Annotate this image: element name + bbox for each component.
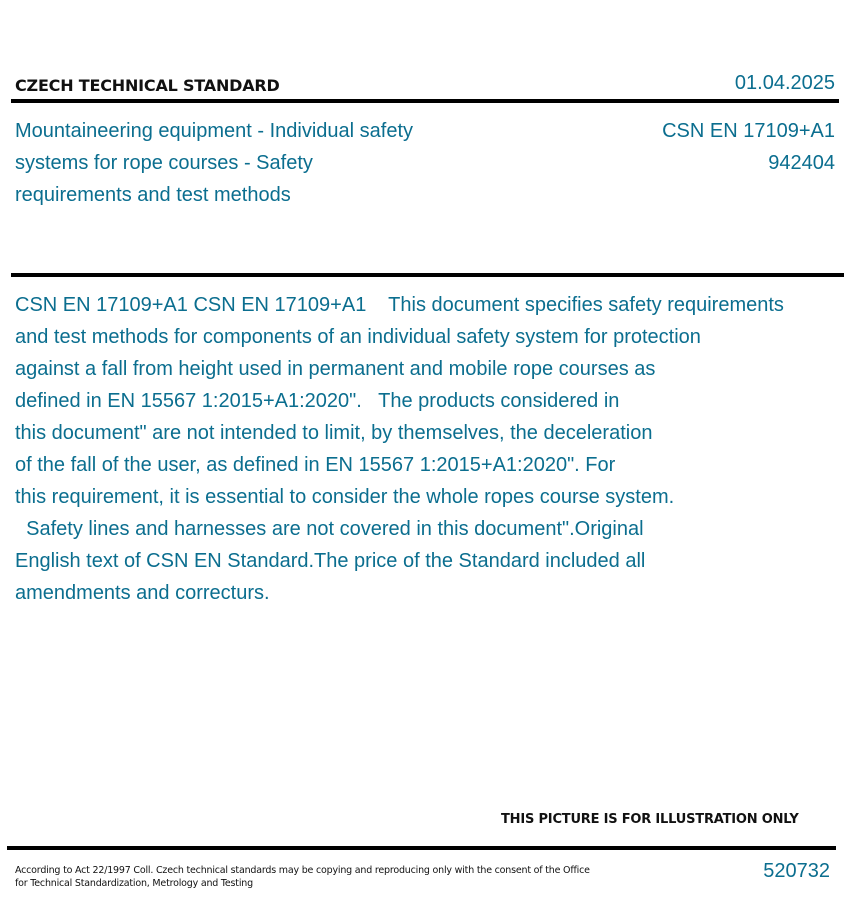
section-divider — [11, 273, 844, 277]
legal-notice — [15, 864, 615, 890]
legal-notice-line: According to Act 22/1997 Coll. Czech technical standards may be copying and reproducing only with the consent of the Office — [15, 865, 590, 876]
footer-divider — [7, 846, 836, 850]
abstract-text: CSN EN 17109+A1 CSN EN 17109+A1 This document specifies safety requirements and test methods for components of an individual safety system for protection against a fall from height used in permanent and mobile rope courses as defined in EN 15567 1:2015+A1:2020". The products considered in this document" are not intended to limit, by themselves, the deceleration of the fall of the user, as defined in EN 15567 1:2015+A1:2020". For this requirement, it is essential to consider the whole ropes course system. Safety lines and harnesses are not covered in this document".Original English text of CSN EN Standard.The price of the Standard included all amendments and correcturs. — [15, 294, 784, 604]
standard-code: CSN EN 17109+A1 — [662, 120, 835, 142]
illustration-note: THIS PICTURE IS FOR ILLUSTRATION ONLY — [501, 812, 799, 827]
standard-codes — [662, 115, 835, 179]
legal-notice-line: for Technical Standardization, Metrology and Testing — [15, 878, 253, 889]
document-type-label: CZECH TECHNICAL STANDARD — [15, 76, 280, 95]
header-divider — [11, 99, 839, 103]
standard-title: Mountaineering equipment - Individual safety systems for rope courses - Safety requirements and test methods — [15, 120, 414, 206]
class-number: 942404 — [768, 152, 835, 174]
catalog-number: 520732 — [763, 860, 830, 882]
issue-date: 01.04.2025 — [734, 72, 835, 94]
